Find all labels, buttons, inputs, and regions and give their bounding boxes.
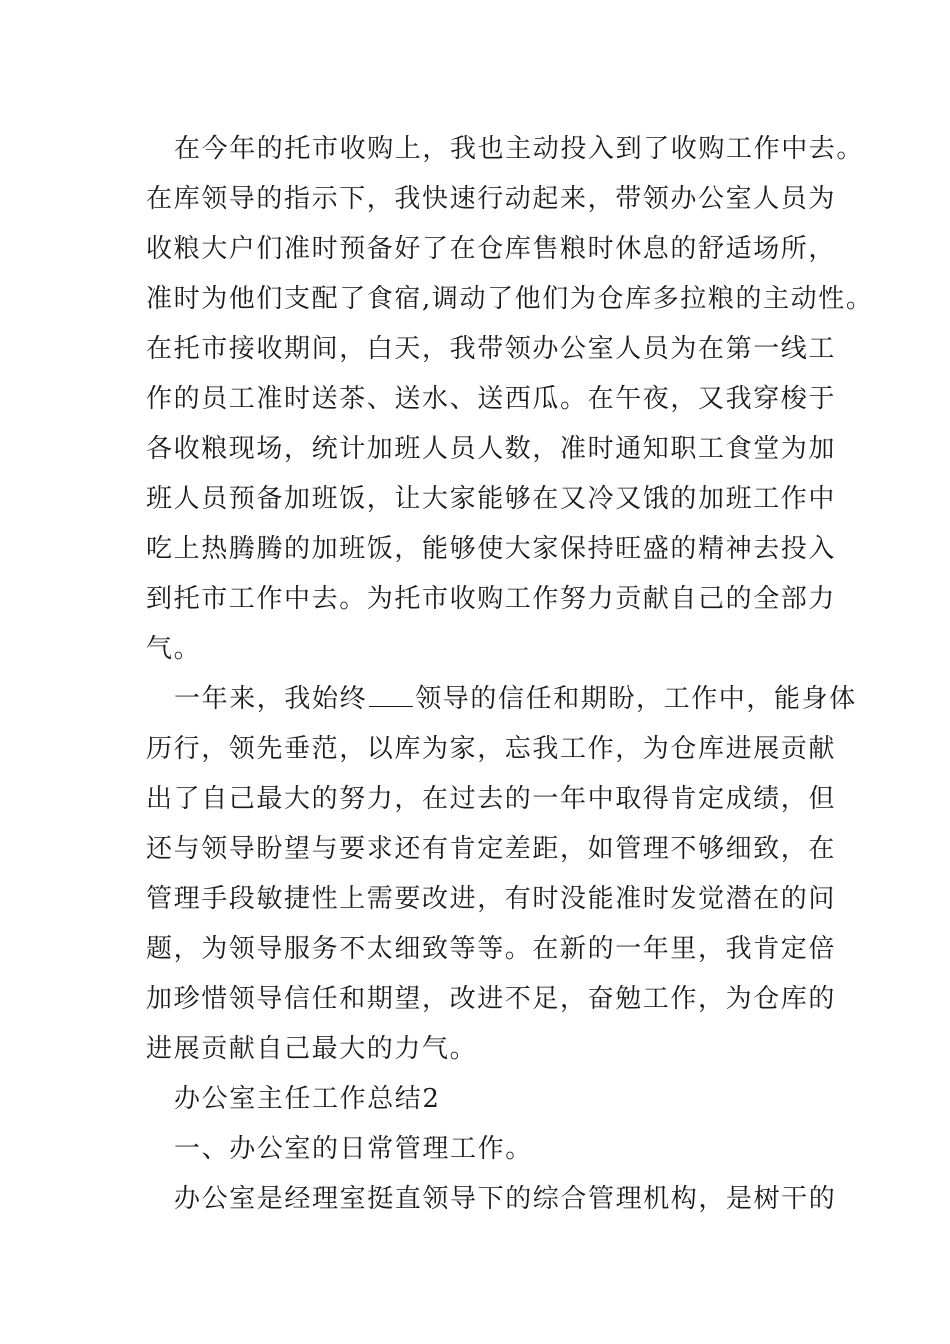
text-line: 各收粮现场，统计加班人员人数，准时通知职工食堂为加 [146,434,837,464]
section-title: 办公室主任工作总结2 [174,1084,441,1114]
document-page [146,124,874,1224]
text-line: 在库领导的指示下，我快速行动起来，带领办公室人员为 [146,184,837,214]
text-segment: 一年来，我始终 [174,684,368,714]
text-line: 吃上热腾腾的加班饭，能够使大家保持旺盛的精神去投入 [146,534,837,564]
text-line: 在托市接收期间，白天，我带领办公室人员为在第一线工 [146,334,837,364]
text-line: 在今年的托市收购上，我也主动投入到了收购工作中去。 [174,134,865,164]
subsection-title: 一、办公室的日常管理工作。 [174,1134,533,1164]
text-line [146,674,857,724]
text-line: 还与领导盼望与要求还有肯定差距，如管理不够细致，在 [146,834,837,864]
fill-in-blank [369,676,413,707]
text-line: 准时为他们支配了食宿,调动了他们为仓库多拉粮的主动性。 [146,284,874,314]
text-line: 收粮大户们准时预备好了在仓库售粮时休息的舒适场所， [146,234,837,264]
text-line: 管理手段敏捷性上需要改进，有时没能准时发觉潜在的问 [146,884,837,914]
text-line: 作的员工准时送茶、送水、送西瓜。在午夜，又我穿梭于 [146,384,837,414]
text-line: 气。 [146,634,202,664]
text-line: 历行，领先垂范，以库为家，忘我工作，为仓库进展贡献 [146,734,837,764]
text-line: 出了自己最大的努力，在过去的一年中取得肯定成绩，但 [146,784,837,814]
text-line: 题，为领导服务不太细致等等。在新的一年里，我肯定倍 [146,934,837,964]
text-line: 到托市工作中去。为托市收购工作努力贡献自己的全部力 [146,584,837,614]
text-line: 进展贡献自己最大的力气。 [146,1034,478,1064]
text-line: 班人员预备加班饭，让大家能够在又冷又饿的加班工作中 [146,484,837,514]
text-line: 加珍惜领导信任和期望，改进不足，奋勉工作，为仓库的 [146,984,837,1014]
text-line: 办公室是经理室挺直领导下的综合管理机构，是树干的 [174,1184,837,1214]
text-segment: 领导的信任和期盼，工作中，能身体 [415,684,857,714]
